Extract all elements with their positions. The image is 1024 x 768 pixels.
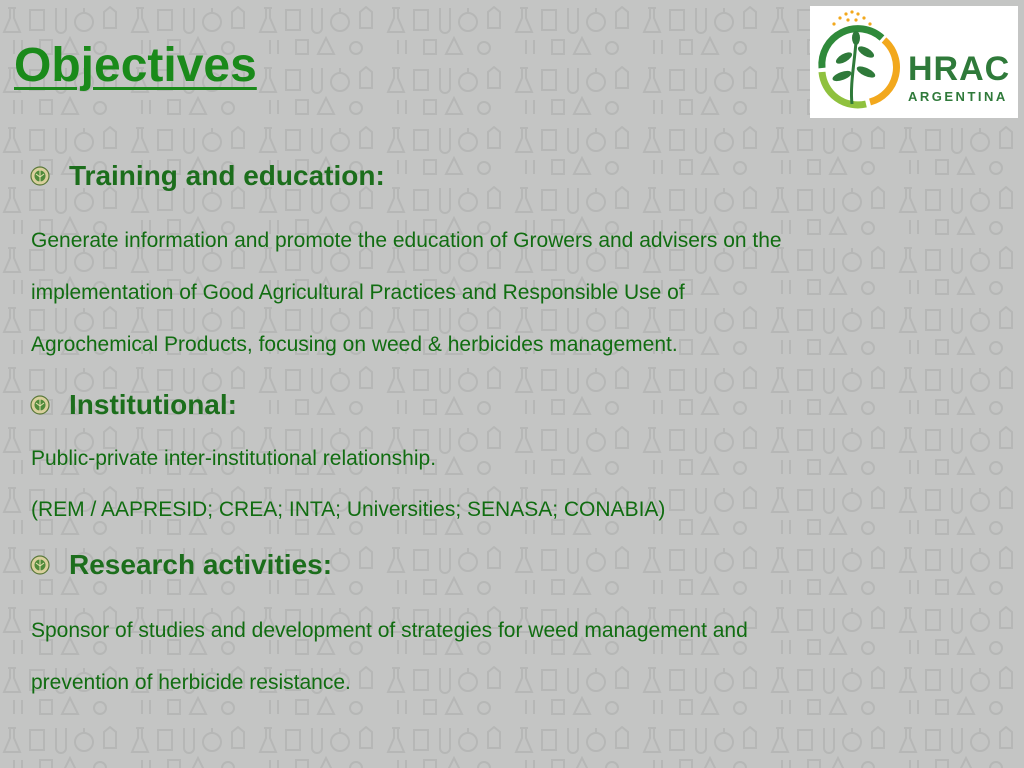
section-heading-text: Training and education:: [69, 160, 385, 191]
leaf-seal-bullet-icon: [30, 395, 50, 415]
section-text-line: Agrochemical Products, focusing on weed & herbicides management.: [31, 333, 678, 356]
leaf-seal-bullet-icon: [30, 555, 50, 575]
slide-title: Objectives: [14, 39, 257, 92]
section-heading-research: [30, 549, 332, 581]
section-text-line: Sponsor of studies and development of strategies for weed management and: [31, 619, 748, 642]
plant-emblem-icon: [810, 6, 908, 118]
section-heading-training: [30, 160, 385, 192]
logo-brand-text: HRAC: [908, 50, 1011, 88]
section-heading-institutional: [30, 389, 237, 421]
logo-subtitle-text: ARGENTINA: [908, 89, 1008, 104]
section-text-line: (REM / AAPRESID; CREA; INTA; Universities; SENASA; CONABIA): [31, 498, 666, 521]
section-heading-text: Research activities:: [69, 549, 333, 580]
section-text-line: Generate information and promote the education of Growers and advisers on the: [31, 229, 782, 252]
section-heading-text: Institutional:: [69, 389, 237, 420]
hrac-argentina-logo: [810, 6, 1018, 118]
section-text-line: prevention of herbicide resistance.: [31, 671, 351, 694]
section-text-line: implementation of Good Agricultural Practices and Responsible Use of: [31, 281, 685, 304]
leaf-seal-bullet-icon: [30, 166, 50, 186]
section-text-line: Public-private inter-institutional relationship.: [31, 447, 437, 470]
